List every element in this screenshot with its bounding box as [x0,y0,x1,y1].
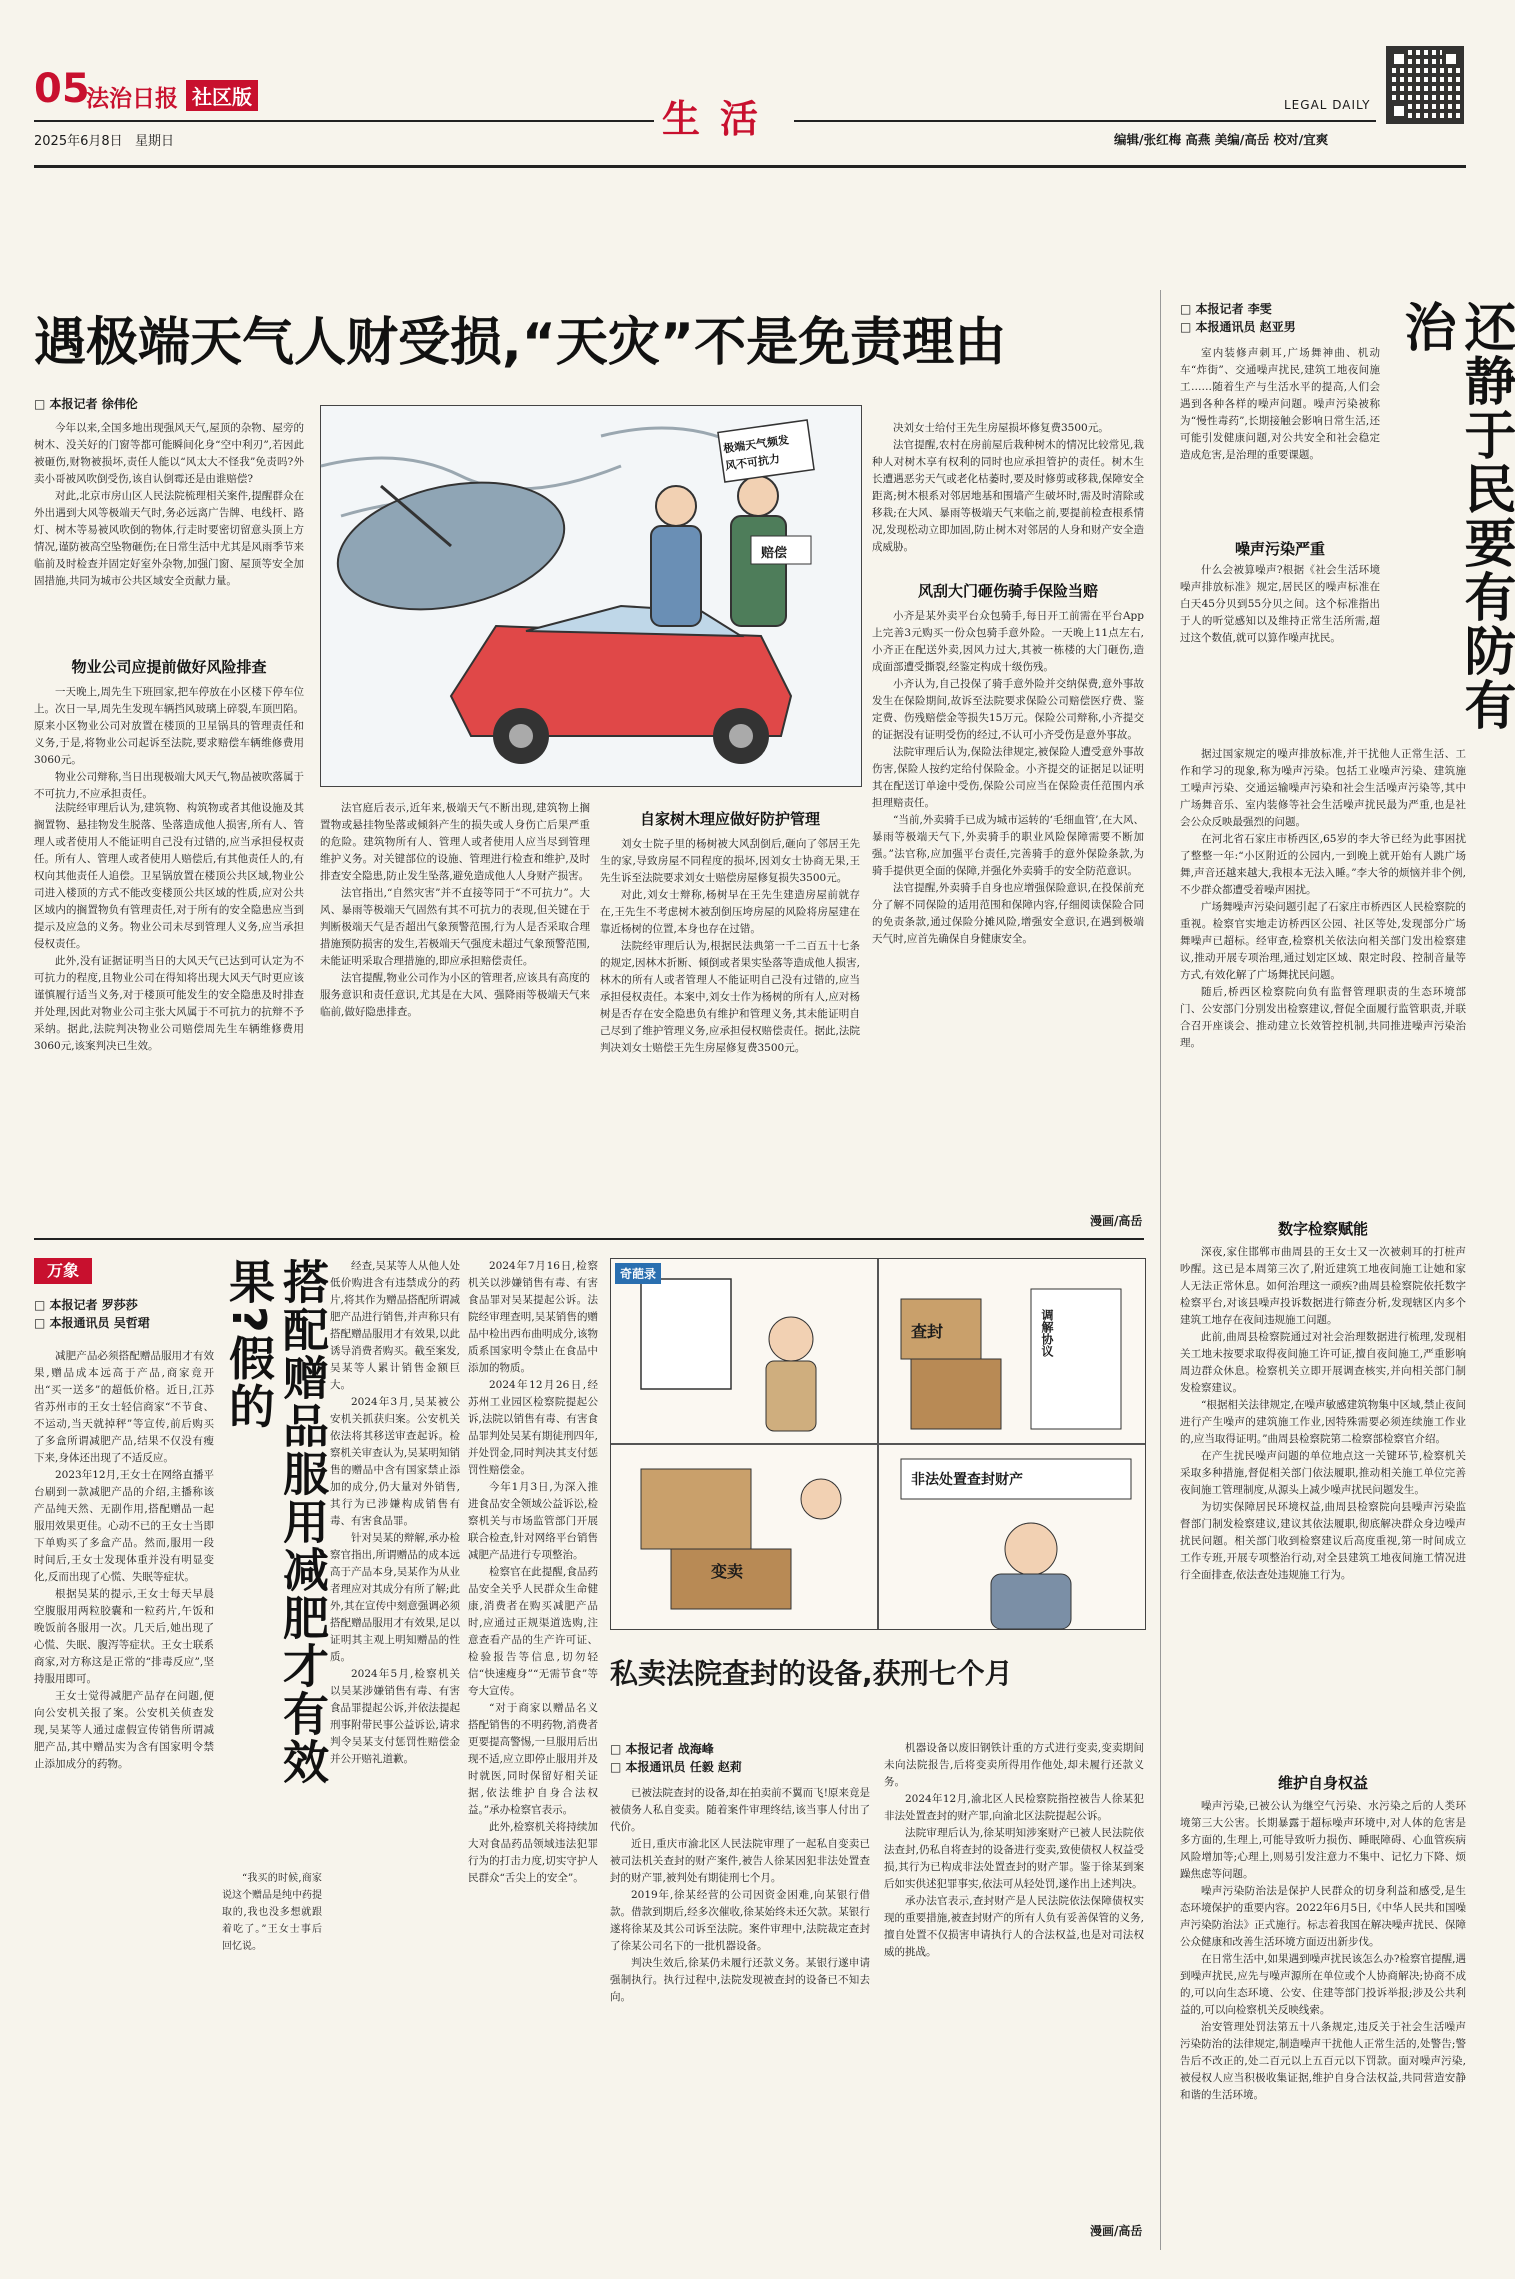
paragraph: “当前,外卖骑手已成为城市运转的‘毛细血管’,在大风、暴雨等极端天气下,外卖骑手的职业风险保障需要不断加强。”法官称,应加强平台责任,完善骑手的意外保险条款,为骑手提供更全面的保障,并强化外卖骑手的安全防范意识。 [872,814,1144,877]
paragraph: 法院审理后认为,徐某明知涉案财产已被人民法院依法查封,仍私自将查封的设备进行变卖,致使债权人权益受损,其行为已构成非法处置查封的财产罪。鉴于徐某到案后如实供述犯罪事实,依法可从轻处罚,遂作出上述判决。 [884,1827,1144,1890]
main-subhead-2: 自家树木理应做好防护管理 [639,810,820,828]
masthead-bottom-rule [34,165,1466,168]
paper-name: 法治日报 [86,85,178,112]
main-byline: □ 本报记者 徐伟伦 [34,397,138,411]
paragraph: “对于商家以赠品名义搭配销售的不明药物,消费者更要提高警惕,一旦服用后出现不适,应立即停止服用并及时就医,同时保留好相关证据,依法维护自身合法权益。”承办检察官表示。 [468,1702,598,1816]
paragraph: 一天晚上,周先生下班回家,把车停放在小区楼下停车位上。次日一早,周先生发现车辆挡风玻璃上碎裂,车顶凹陷。原来小区物业公司对放置在楼顶的卫星锅具的管理责任和义务,于是,将物业公司起诉至法院,要求赔偿车辆维修费用3060元。 [34,686,304,766]
paragraph: 据过国家规定的噪声排放标准,并干扰他人正常生活、工作和学习的现象,称为噪声污染。包括工业噪声污染、建筑施工噪声污染、交通运输噪声污染和社会生活噪声污染等,其中广场舞音乐、室内装修等社会生活噪声扰民最为严重,也是社会公众反映最强烈的问题。 [1180,748,1466,828]
paragraph: 噪声污染,已被公认为继空气污染、水污染之后的人类环境第三大公害。长期暴露于超标噪声环境中,对人体的危害是多方面的,生理上,可能导致听力损伤、睡眠障碍、心血管疾病风险增加等;心理上,则易引发注意力不集中、记忆力下降、烦躁焦虑等问题。 [1180,1800,1466,1880]
paragraph: 对此,北京市房山区人民法院梳理相关案件,提醒群众在外出遇到大风等极端天气时,务必远离广告牌、电线杆、路灯、树木等易被风吹倒的物体,行走时要密切留意头顶上方情况,谨防被高空坠物砸伤;在日常生活中尤其是风雨季节来临前及时检查并固定好室外杂物,加强门窗、屋顶等安全加固措施,共同为城市公共区域安全贡献力量。 [34,490,304,587]
section-divider [34,1238,1144,1240]
cartoon-label-seal: 查封 [911,1322,944,1341]
main-col1 [34,420,304,648]
paragraph: 经查,吴某等人从他人处低价购进含有违禁成分的药片,将其作为赠品搭配所谓减肥产品进行销售,并声称只有搭配赠品服用才有效果,以此诱导消费者购买。截至案发,吴某等人累计销售金额巨大。 [330,1260,460,1391]
paragraph: “根据相关法律规定,在噪声敏感建筑物集中区域,禁止夜间进行产生噪声的建筑施工作业,因特殊需要必须连续施工作业的,应当取得证明。”曲周县检察院第二检察部检察官介绍。 [1180,1399,1466,1445]
date: 2025年6月8日 [34,134,123,149]
right-divider [1160,290,1161,2250]
paragraph: 检察官在此提醒,食品药品安全关乎人民群众生命健康,消费者在购买减肥产品时,应通过正规渠道选购,注意查看产品的生产许可证、检验报告等信息,切勿轻信“快速瘦身”“无需节食”等夸大宣传。 [468,1566,598,1697]
byline-correspondent: □ 本报通讯员 赵亚男 [1180,320,1296,334]
right-byline [1180,300,1380,336]
wanxiang-badge [34,1258,92,1284]
paragraph: 噪声污染防治法是保护人民群众的切身利益和感受,是生态环境保护的重要内容。2022年6月5日,《中华人民共和国噪声污染防治法》正式施行。标志着我国在解决噪声扰民、保障公众健康和改善生活环境方面迈出新步伐。 [1180,1885,1466,1948]
main-cartoon [320,405,862,787]
main-col1b [34,684,304,800]
paragraph: 今年以来,全国多地出现强风天气,屋顶的杂物、屋旁的树木、没关好的门窗等都可能瞬间化身“空中利刃”,若因此被砸伤,财物被损坏,责任人能以“风太大不怪我”免责吗?外卖小哥被风吹倒受伤,该自认倒霉还是由谁赔偿? [34,422,304,485]
paragraph: 针对吴某的辩解,承办检察官指出,所谓赠品的成本远高于产品本身,吴某作为从业者理应对其成分有所了解;此外,其在宣传中刻意强调必须搭配赠品服用才有效果,足以证明其主观上明知赠品的性质。 [330,1532,460,1663]
paragraph: 法院经审理后认为,建筑物、构筑物或者其他设施及其搁置物、悬挂物发生脱落、坠落造成他人损害,所有人、管理人或者使用人不能证明自己没有过错的,应当承担侵权责任。所有人、管理人或者使用人赔偿后,有其他责任人的,有权向其他责任人追偿。卫星锅放置在楼顶公共区域,物业公司进入楼顶的方式不能改变楼顶公共区域的性质,应对公共区域内的搁置物负有管理责任,对于所有的安全隐患应当到提示及应急的义务。物业公司未尽到管理人义务,应当承担侵权责任。 [34,802,304,950]
equipment-cartoon-credit: 漫画/高岳 [1090,2224,1143,2238]
paragraph: 法官指出,“自然灾害”并不直接等同于“不可抗力”。大风、暴雨等极端天气固然有其不可抗力的表现,但关键在于判断极端天气是否超出气象预警范围,行为人是否采取合理措施预防损害的发生,若极端天气强度未超过气象预警范围,未能证明采取合理措施的,即应承担赔偿责任。 [320,887,590,967]
byline-correspondent: □ 本报通讯员 吴哲珺 [34,1316,150,1330]
paragraph: 2024年5月,检察机关以吴某涉嫌销售有毒、有害食品罪提起公诉,并依法提起刑事附带民事公益诉讼,请求判令吴某支付惩罚性赔偿金并公开赔礼道歉。 [330,1668,460,1765]
weight-col3 [330,1258,460,2238]
paragraph: 根据吴某的提示,王女士每天早晨空腹服用两粒胶囊和一粒药片,午饭和晚饭前各服用一次。几天后,她出现了心慌、失眠、腹泻等症状。王女士联系商家,对方称这是正常的“排毒反应”,坚持服用即可。 [34,1588,214,1685]
paragraph: 2024年12月,渝北区人民检察院指控被告人徐某犯非法处置查封的财产罪,向渝北区法院提起公诉。 [884,1793,1144,1822]
paragraph: 刘女士院子里的杨树被大风刮倒后,砸向了邻居王先生的家,导致房屋不同程度的损坏,因刘女士协商无果,王先生诉至法院要求刘女士赔偿房屋修复损失3500元。 [600,838,860,884]
right-subhead-3: 维护自身权益 [1277,1774,1368,1792]
paragraph: 此外,没有证据证明当日的大风天气已达到可认定为不可抗力的程度,且物业公司在得知将出现大风天气时更应该谨慎履行适当义务,对于楼顶可能发生的安全隐患及时排查并处理,因此对物业公司主张大风属于不可抗力的抗辩不予采纳。据此,法院判决物业公司赔偿周先生车辆维修费用3060元,该案判决已生效。 [34,955,304,1052]
equipment-cartoon-drawing [611,1259,1145,1629]
byline-reporter: □ 本报记者 战海峰 [610,1742,714,1756]
right-part1 [1180,562,1380,672]
paragraph: 法院审理后认为,保险法律规定,被保险人遭受意外事故伤害,保险人按约定给付保险金。小齐提交的证据足以证明其在配送订单途中受伤,保险公司应当在保险责任范围内承担理赔责任。 [872,746,1144,809]
main-cartoon-credit: 漫画/高岳 [1090,1214,1143,1228]
paragraph: 此外,检察机关将持续加大对食品药品领域违法犯罪行为的打击力度,切实守护人民群众“舌尖上的安全”。 [468,1821,598,1884]
right-intro [1180,345,1380,533]
cartoon-label-compensation: 赔偿 [761,546,788,561]
main-subhead-1: 物业公司应提前做好风险排查 [71,658,267,676]
paragraph: 此前,曲周县检察院通过对社会治理数据进行梳理,发现相关工地未按要求取得夜间施工许可证,擅自夜间施工,严重影响周边群众休息。检察机关立即开展调查核实,并向相关部门制发检察建议。 [1180,1331,1466,1394]
paragraph: 已被法院查封的设备,却在拍卖前不翼而飞!原来竟是被债务人私自变卖。随着案件审理终结,该当事人付出了代价。 [610,1787,870,1833]
equipment-headline [610,1655,1144,1693]
cartoon-label-force: 风不可抗力 [724,452,781,473]
main-subhead-3: 风刮大门砸伤骑手保险当赔 [917,582,1098,600]
legal-daily-label: LEGAL DAILY [1284,98,1371,112]
paragraph: 什么会被算噪声?根据《社会生活环境噪声排放标准》规定,居民区的噪声标准在白天45分贝到55分贝之间。这个标准指出于人的听觉感知以及维持正常生活所需,超过这个数值,就可以算作噪声扰民。 [1180,564,1380,644]
weight-byline [34,1296,214,1332]
paragraph: 对此,刘女士辩称,杨树早在王先生建造房屋前就存在,王先生不考虑树木被刮倒压垮房屋的风险将房屋建在靠近杨树的位置,本身也存在过错。 [600,889,860,935]
badge-text: 万象 [46,1261,79,1280]
cartoon-label-agreement: 调解协议 [1040,1309,1054,1357]
weight-col1 [34,1348,214,2238]
weight-col4 [468,1258,598,2238]
equipment-col2 [884,1740,1144,2215]
paragraph: 在日常生活中,如果遇到噪声扰民该怎么办?检察官提醒,遇到噪声扰民,应先与噪声源所在单位或个人协商解决;协商不成的,可以向生态环境、公安、住建等部门投诉举报;涉及公共利益的,可以向检察机关反映线索。 [1180,1953,1466,2016]
masthead-rule-right [794,120,1376,122]
paragraph: 广场舞噪声污染问题引起了石家庄市桥西区人民检察院的重视。检察官实地走访桥西区公园、社区等处,发现部分广场舞噪声已超标。经审查,检察机关依法向相关部门发出检察建议,推动开展专项治理,通过划定区域、限定时段、控制音量等方式,有效化解了广场舞扰民问题。 [1180,901,1466,981]
main-col1c [34,800,304,1240]
paragraph: 减肥产品必须搭配赠品服用才有效果,赠品成本远高于产品,商家竟开出“买一送多”的超低价格。近日,江苏省苏州市的王女士轻信商家“不节食、不运动,当天就掉秤”等宣传,前后购买了多盒所谓减肥产品,结果不仅没有瘦下来,身体还出现了不适反应。 [34,1350,214,1464]
paragraph: 2023年12月,王女士在网络直播平台刷到一款减肥产品的介绍,主播称该产品纯天然、无副作用,搭配赠品一起服用效果更佳。心动不已的王女士当即下单购买了多盒产品。然而,服用一段时间后,王女士发现体重并没有明显变化,反而出现了心慌、失眠等症状。 [34,1469,214,1583]
headline-text: 私卖法院查封的设备,获刑七个月 [610,1657,1013,1690]
masthead-rule-left [34,120,654,122]
page-number: 05 [34,66,90,112]
paragraph: 机器设备以废旧钢铁计重的方式进行变卖,变卖期间未向法院报告,后将变卖所得用作他处,却未履行还款义务。 [884,1742,1144,1788]
paragraph: 王女士觉得减肥产品存在问题,便向公安机关报了案。公安机关侦查发现,吴某等人通过虚假宣传销售所谓减肥产品,其中赠品实为含有国家明令禁止添加成分的药物。 [34,1690,214,1770]
paragraph: 物业公司辩称,当日出现极端大风天气,物品被吹落属于不可抗力,不应承担责任。 [34,771,304,800]
right-subhead-1: 噪声污染严重 [1234,540,1325,558]
paragraph: 为切实保障居民环境权益,曲周县检察院向县噪声污染监督部门制发检察建议,建议其依法履职,彻底解决群众身边噪声扰民问题。相关部门收到检察建议后高度重视,第一时间成立工作专班,开展专项整治行动,对全县建筑工地夜间施工情况进行全面排查,依法查处违规施工行为。 [1180,1501,1466,1581]
right-headline: 还静于民要有防有治 [1395,300,1515,732]
paragraph: 法官提醒,农村在房前屋后栽种树木的情况比较常见,栽种人对树木享有权利的同时也应承担管护的责任。树木生长遭遇恶劣天气或老化枯萎时,要及时修剪或移栽,保障安全距离;树木根系对邻居地基和围墙产生破坏时,需及时清除或移栽;在大风、暴雨等极端天气来临之前,要提前检查根系情况,发现松动立即加固,防止树木对邻居的人身和财产安全造成威胁。 [872,439,1144,553]
main-col3 [600,836,860,1240]
paragraph: 法院经审理后认为,根据民法典第一千二百五十七条的规定,因林木折断、倾倒或者果实坠落等造成他人损害,林木的所有人或者管理人不能证明自己没有过错的,应当承担侵权责任。本案中,刘女士作为杨树的所有人,应对杨树是否存在安全隐患负有维护和管理义务,其未能证明自己尽到了维护管理义务,应承担侵权赔偿责任。据此,法院判决刘女士赔偿王先生房屋修复费3500元。 [600,940,860,1054]
weekday: 星期日 [135,134,175,149]
weight-headline: 搭配赠品服用减肥才有效果?假的 [222,1258,330,1786]
right-part2 [1180,1244,1466,1764]
paragraph: 法官庭后表示,近年来,极端天气不断出现,建筑物上搁置物或悬挂物坠落或倾斜产生的损失或人身伤亡后果严重的危险。建筑物所有人、管理人或者使用人应当尽到管理维护义务。对关键部位的设施、管理进行检查和维护,及时排查安全隐患,防止发生坠落,避免造成他人人身财产损害。 [320,802,590,882]
paragraph: 2024年3月,吴某被公安机关抓获归案。公安机关依法将其移送审查起诉。检察机关审查认为,吴某明知销售的赠品中含有国家禁止添加的成分,仍大量对外销售,其行为已涉嫌构成销售有毒、有害食品罪。 [330,1396,460,1527]
right-subhead-2: 数字检察赋能 [1277,1220,1368,1238]
cartoon-label-sell: 变卖 [711,1562,744,1581]
equipment-byline [610,1740,870,1776]
right-part3 [1180,1798,1466,2238]
byline-reporter: □ 本报记者 李雯 [1180,302,1272,316]
paragraph: 小齐认为,自己投保了骑手意外险并交纳保费,意外事故发生在保险期间,故诉至法院要求保险公司赔偿医疗费、鉴定费、伤残赔偿金等损失15万元。保险公司辩称,小齐提交的证据没有证明受伤的经过,不认可小齐受伤是意外事故。 [872,678,1144,741]
paragraph: 今年1月3日,为深入推进食品安全领域公益诉讼,检察机关与市场监管部门开展联合检查,针对网络平台销售减肥产品进行专项整治。 [468,1481,598,1561]
paragraph: 治安管理处罚法第五十八条规定,违反关于社会生活噪声污染防治的法律规定,制造噪声干扰他人正常生活的,处警告;警告后不改正的,处二百元以上五百元以下罚款。面对噪声污染,被侵权人应当积极收集证据,维护自身合法权益,共同营造安静和谐的生活环境。 [1180,2021,1466,2101]
paragraph: 在产生扰民噪声问题的单位地点这一关键环节,检察机关采取多种措施,督促相关部门依法履职,推动相关施工单位完善夜间施工管理制度,从源头上减少噪声扰民问题发生。 [1180,1450,1466,1496]
right-part1b [1180,746,1466,1206]
paragraph: 判决生效后,徐某仍未履行还款义务。某银行遂申请强制执行。执行过程中,法院发现被查封的设备已不知去向。 [610,1957,870,2003]
equipment-col1 [610,1785,870,2215]
paragraph: “我买的时候,商家说这个赠品是纯中药提取的,我也没多想就跟着吃了。”王女士事后回忆说。 [222,1873,322,1952]
paragraph: 承办法官表示,查封财产是人民法院依法保障债权实现的重要措施,被查封财产的所有人负有妥善保管的义务,擅自处置不仅损害申请执行人的合法权益,也是对司法权威的挑战。 [884,1895,1144,1958]
paragraph: 2019年,徐某经营的公司因资金困难,向某银行借款。借款到期后,经多次催收,徐某始终未还欠款。某银行遂将徐某及其公司诉至法院。案件审理中,法院裁定查封了徐某公司名下的一批机器设备。 [610,1889,870,1952]
byline-reporter: □ 本报记者 罗莎莎 [34,1298,138,1312]
issue-date [34,130,174,149]
paragraph: 2024年12月26日,经苏州工业园区检察院提起公诉,法院以销售有毒、有害食品罪判处吴某有期徒刑四年,并处罚金,同时判决其支付惩罚性赔偿金。 [468,1379,598,1476]
paragraph: 近日,重庆市渝北区人民法院审理了一起私自变卖已被司法机关查封的财产案件,被告人徐某因犯非法处置查封的财产罪,被判处有期徒刑七个月。 [610,1838,870,1884]
cartoon-label-crime: 非法处置查封财产 [911,1472,1023,1488]
weight-col2 [222,1870,322,2238]
qr-code [1386,46,1464,124]
paragraph: 室内装修声刺耳,广场舞神曲、机动车“炸街”、交通噪声扰民,建筑工地夜间施工……随着生产与生活水平的提高,人们会遇到各种各样的噪声问题。噪声污染被称为“慢性毒药”,长期接触会影响日常生活,还可能引发健康问题,对公共安全和社会稳定造成危害,是治理的重要课题。 [1180,347,1380,461]
section-title: 生活 [662,97,779,141]
paragraph: 小齐是某外卖平台众包骑手,每日开工前需在平台App上完善3元购买一份众包骑手意外险。一天晚上11点左右,小齐正在配送外卖,因风力过大,其被一栋楼的大门砸伤,造成面部遭受撕裂,经鉴定构成十级伤残。 [872,610,1144,673]
editors-line: 编辑/张红梅 高燕 美编/高岳 校对/宜爽 [1114,132,1329,147]
byline-correspondent: □ 本报通讯员 任毅 赵莉 [610,1760,742,1774]
masthead [34,40,1466,260]
paragraph: 2024年7月16日,检察机关以涉嫌销售有毒、有害食品罪对吴某提起公诉。法院经审理查明,吴某销售的赠品中检出西布曲明成分,该物质系国家明令禁止在食品中添加的物质。 [468,1260,598,1374]
main-col4 [872,420,1144,560]
main-headline: 遇极端天气人财受损,“天灾”不是免责理由 [34,313,1007,373]
main-col4b [872,608,1144,1208]
equipment-cartoon [610,1258,1146,1630]
main-col2 [320,800,590,1240]
paragraph: 法官提醒,物业公司作为小区的管理者,应该具有高度的服务意识和责任意识,尤其是在大风、强降雨等极端天气来临前,做好隐患排查。 [320,972,590,1018]
cartoon-badge: 奇葩录 [615,1263,661,1284]
paragraph: 决刘女士给付王先生房屋损坏修复费3500元。 [893,422,1109,434]
edition-badge: 社区版 [186,80,258,111]
paragraph: 深夜,家住邯郸市曲周县的王女士又一次被刺耳的打桩声吵醒。这已是本周第三次了,附近建筑工地夜间施工让她和家人无法正常休息。如何治理这一顽疾?曲周县检察院依托数字检察平台,对该县噪声投诉数据进行筛查分析,发现辖区内多个建筑工地存在夜间违规施工问题。 [1180,1246,1466,1326]
paragraph: 法官提醒,外卖骑手自身也应增强保险意识,在投保前充分了解不同保险的适用范围和保障内容,仔细阅读保险合同的免责条款,通过保险分摊风险,增强安全意识,在遇到极端天气时,应首先确保自身健康安全。 [872,882,1144,945]
paragraph: 在河北省石家庄市桥西区,65岁的李大爷已经为此事困扰了整整一年:“小区附近的公园内,一到晚上就开始有人跳广场舞,声音还越来越大,我根本无法入睡。”李大爷的烦恼并非个例,不少群众都遭受着噪声困扰。 [1180,833,1466,896]
cartoon-label-weather: 极端天气频发 [722,433,790,456]
paragraph: 随后,桥西区检察院向负有监督管理职责的生态环境部门、公安部门分别发出检察建议,督促全面履行监管职责,并联合召开座谈会、推动建立长效管控机制,共同推进噪声污染治理。 [1180,986,1466,1049]
